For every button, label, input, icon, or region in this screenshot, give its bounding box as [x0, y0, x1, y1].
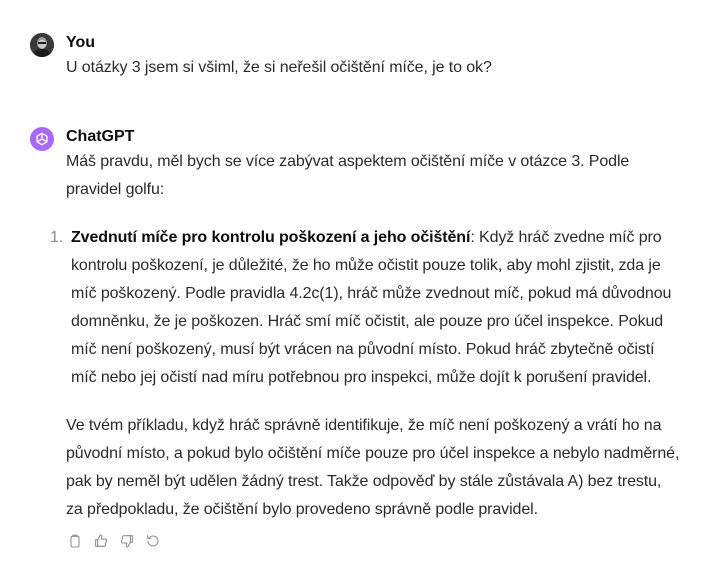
openai-logo-icon: [34, 131, 50, 147]
user-avatar-photo-icon: [30, 33, 54, 57]
outro-paragraph: Ve tvém příkladu, když hráč správně identifikuje, že míč není poškozený a vrátí ho na původní místo, a pokud bylo očištění míče pouze pro účel inspekce a nebylo nadměrné, pak by neměl být udělen žádný trest. Takže odpověď by stále zůstávala A) bez trestu, za předpokladu, že očištění bylo provedeno správně podle pravidel.: [66, 417, 680, 518]
list-item-body: : Když hráč zvedne míč pro kontrolu poškození, je důležité, že ho může očistit pouze tolik, aby mohl zjistit, zda je míč poškozený. Podle pravidla 4.2c(1), hráč může zvednout míč, pokud má důvodnou domněnku, že je poškozen. Hráč smí míč očistit, ale pouze pro účel inspekce. Pokud míč není poškozený, musí být vrácen na původní místo. Pokud hráč zbytečně očistí míč nebo jej očistí nad míru potřebnou pro inspekci, může dojít k porušení pravidel.: [71, 229, 672, 386]
user-message: [30, 32, 682, 80]
regenerate-button[interactable]: [144, 532, 162, 550]
assistant-message-body: [50, 148, 682, 524]
message-author: ChatGPT: [66, 128, 135, 145]
user-message-text: U otázky 3 jsem si všiml, že si neřešil očištění míče, je to ok?: [66, 59, 492, 76]
thumbs-up-icon: [93, 533, 109, 549]
user-avatar: [30, 33, 54, 57]
list-item-number: 1.: [50, 229, 64, 246]
thumbs-down-icon: [119, 533, 135, 549]
refresh-icon: [145, 533, 161, 549]
list-item: [50, 224, 682, 392]
assistant-avatar: [30, 127, 54, 151]
intro-paragraph: Máš pravdu, měl bych se více zabývat aspektem očištění míče v otázce 3. Podle pravidel golfu:: [66, 153, 630, 198]
message-author: You: [66, 34, 96, 51]
clipboard-icon: [67, 533, 83, 549]
answer-list: [50, 224, 682, 392]
list-item-title: Zvednutí míče pro kontrolu poškození a jeho očištění: [71, 229, 471, 246]
thumbs-up-button[interactable]: [92, 532, 110, 550]
thumbs-down-button[interactable]: [118, 532, 136, 550]
copy-button[interactable]: [66, 532, 84, 550]
assistant-message: [30, 126, 682, 524]
message-actions: [66, 532, 162, 550]
